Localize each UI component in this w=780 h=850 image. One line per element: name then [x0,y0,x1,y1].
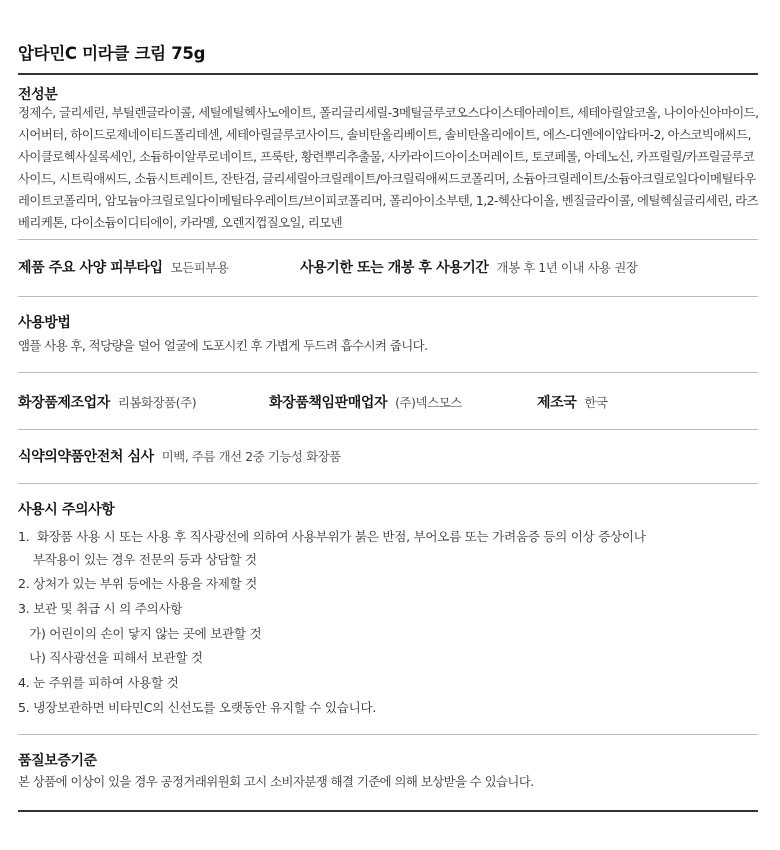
expiry-label: 사용기한 또는 개봉 후 사용기간 [300,260,489,276]
skin-type-label: 제품 주요 사양 피부타입 [18,260,163,276]
seller-value: (주)넥스모스 [395,395,462,410]
cautions-heading: 사용시 주의사항 [18,502,115,518]
product-title: 압타민C 미라클 크림 75g [18,44,206,63]
divider [18,296,758,297]
caution-line: 4. 눈 주위를 피하여 사용할 것 [18,675,179,690]
review-label: 식약의약품안전처 심사 [18,449,154,465]
caution-line: 2. 상처가 있는 부위 등에는 사용을 자제할 것 [18,576,258,591]
caution-line: 5. 냉장보관하면 비타민C의 신선도를 오랫동안 유지할 수 있습니다. [18,700,377,715]
divider [18,239,758,240]
ingredients-text: 정제수, 글리세린, 부틸렌글라이콜, 세틸에틸헥사노에이트, 폴리글리세릴-3메틸글루코오스다이스테아레이트, 세테아릴알코올, 나이아신아마이드, 시어버터, 하이드로제네이티드폴리데센, 세테아릴글루코사이드, 솔비탄올리베이트, 솔비탄올리에이트, 에스-디엔에이압타머-2, 아스코빅애씨드, 사이클로헥사실록세인, 소듐하이알루로네이트, 프룩탄, 황련뿌리추출물, 사카라이드아이소머레이트, 토코페롤, 아데노신, 카프릴릴/카프릴글루코사이드, 시트릭애씨드, 소듐시트레이트, 잔탄검, 글리세릴아크릴레이트/아크릴릭애씨드코폴리머, 소듐아크릴레이트/소듐아크릴로일다이메틸타우레이트코폴리머, 암모늄아크릴로일다이메틸타우레이트/브이피코폴리머, 폴리아이소부텐, 1,2-헥산다이올, 벤질글라이콜, 에틸헥실글리세린, 라즈베리케톤, 다이소듐이디티에이, 카라멜, 오렌지껍질오일, 리모넨 [18,105,759,230]
country-label: 제조국 [537,395,577,411]
divider [18,810,758,812]
caution-line: 3. 보관 및 취급 시 의 주의사항 [18,601,183,616]
usage-heading: 사용방법 [18,315,71,331]
divider [18,734,758,735]
quality-text: 본 상품에 이상이 있을 경우 공정거래위원회 고시 소비자분쟁 해결 기준에 의해 보상받을 수 있습니다. [18,774,534,789]
caution-line: 1. 화장품 사용 시 또는 사용 후 직사광선에 의하여 사용부위가 붉은 반점, 부어오름 또는 가려움증 등의 이상 증상이나 [18,529,646,544]
caution-line: 가) 어린이의 손이 닿지 않는 곳에 보관할 것 [18,626,262,641]
usage-text: 앰플 사용 후, 적당량을 덜어 얼굴에 도포시킨 후 가볍게 두드려 흡수시켜 줍니다. [18,338,428,353]
divider [18,372,758,373]
review-value: 미백, 주름 개선 2중 기능성 화장품 [161,449,341,464]
country-value: 한국 [584,395,608,410]
caution-line: 나) 직사광선을 피해서 보관할 것 [18,650,203,665]
ingredients-heading: 전성분 [18,87,58,103]
divider [18,73,758,75]
seller-label: 화장품책임판매업자 [269,395,388,411]
divider [18,483,758,484]
skin-type-value: 모든피부용 [170,260,229,275]
manufacturer-label: 화장품제조업자 [18,395,110,411]
divider [18,429,758,430]
caution-line: 부작용이 있는 경우 전문의 등과 상담할 것 [18,552,257,567]
manufacturer-value: 리봄화장품(주) [117,395,197,410]
quality-heading: 품질보증기준 [18,753,97,769]
expiry-value: 개봉 후 1년 이내 사용 권장 [496,260,638,275]
